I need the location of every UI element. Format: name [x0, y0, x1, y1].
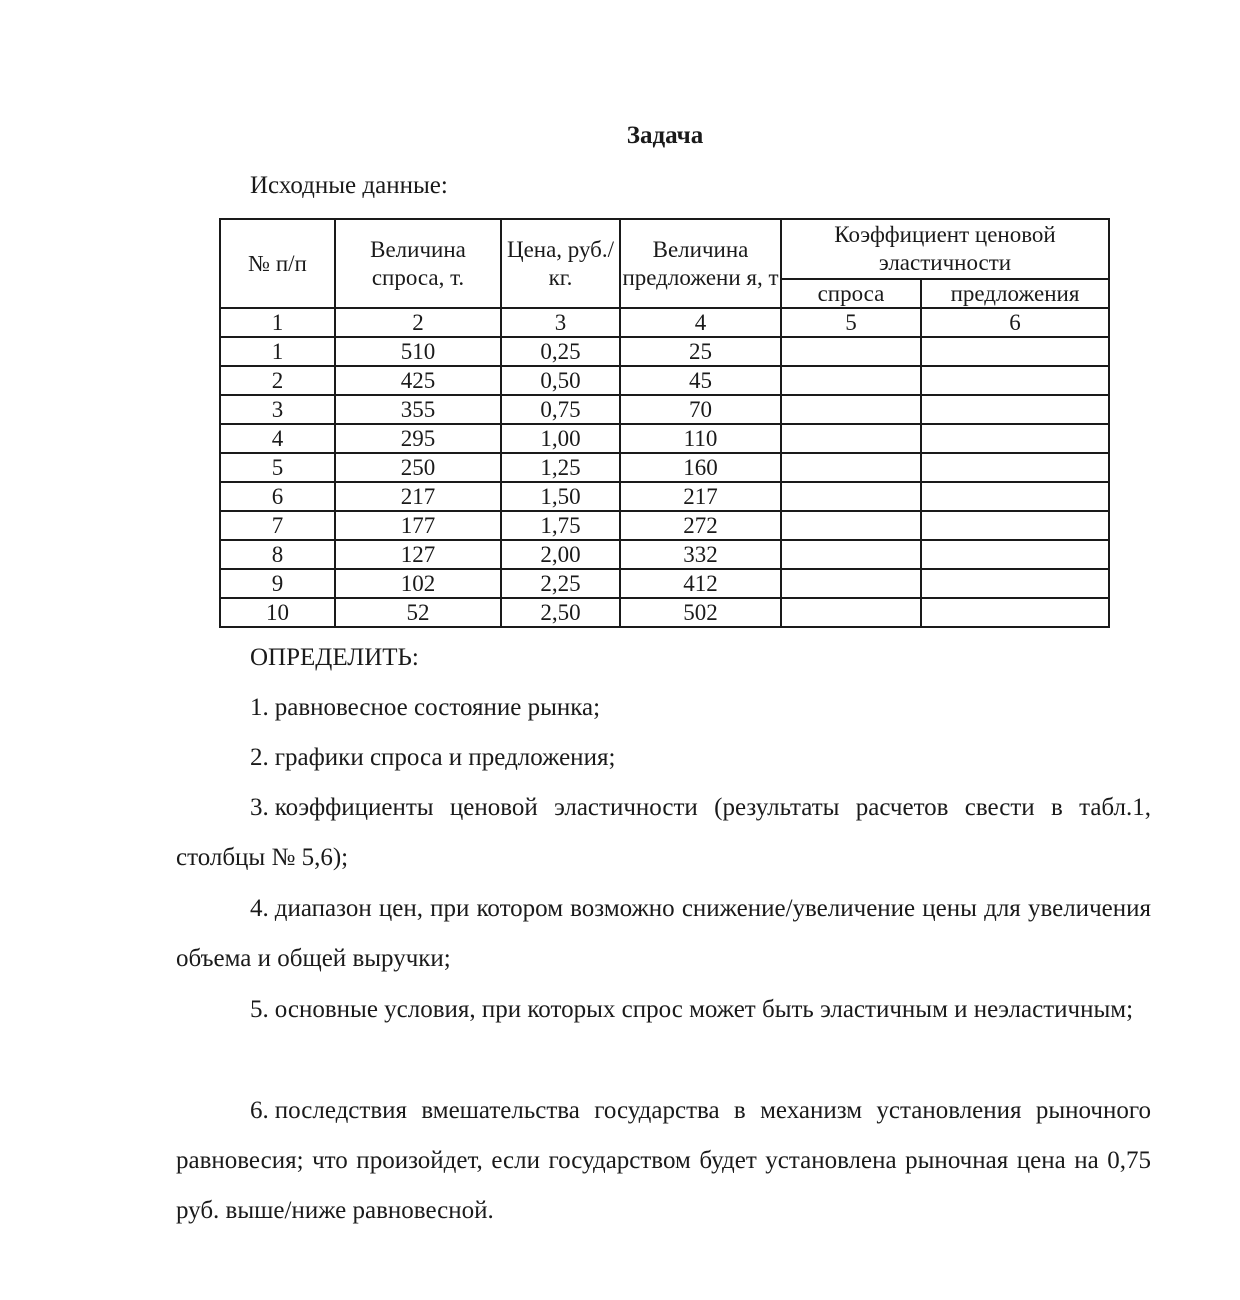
- table-row: [220, 366, 1109, 395]
- supply-cell: 272: [620, 511, 781, 540]
- price-cell: 0,50: [501, 366, 620, 395]
- price-cell: 1,75: [501, 511, 620, 540]
- price-cell: 0,75: [501, 395, 620, 424]
- task-text: последствия вмешательства государства в механизм установления рыночного равновесия; что произойдет, если государством будет установлена рыночная цена на 0,75 руб. выше/ниже равновесной.: [176, 1097, 1151, 1224]
- row-number-cell: 10: [220, 598, 335, 627]
- demand-cell: 250: [335, 453, 501, 482]
- table-row: [220, 569, 1109, 598]
- task-number: 1.: [250, 694, 269, 721]
- table-row: [220, 453, 1109, 482]
- task-text: коэффициенты ценовой эластичности (результаты расчетов свести в табл.1, столбцы № 5,6);: [176, 794, 1151, 871]
- price-cell: 1,00: [501, 424, 620, 453]
- elasticity-demand-cell: [781, 569, 921, 598]
- price-cell: 2,50: [501, 598, 620, 627]
- table-index-row: [220, 308, 1109, 337]
- row-number-cell: 1: [220, 337, 335, 366]
- task-number: 4.: [250, 895, 269, 922]
- price-cell: 1,25: [501, 453, 620, 482]
- demand-cell: 52: [335, 598, 501, 627]
- supply-cell: 412: [620, 569, 781, 598]
- demand-cell: 295: [335, 424, 501, 453]
- supply-cell: 70: [620, 395, 781, 424]
- elasticity-demand-cell: [781, 453, 921, 482]
- row-number-cell: 5: [220, 453, 335, 482]
- header-elasticity-demand: спроса: [781, 279, 921, 308]
- table-row: [220, 540, 1109, 569]
- elasticity-supply-cell: [921, 540, 1109, 569]
- demand-cell: 177: [335, 511, 501, 540]
- elasticity-supply-cell: [921, 337, 1109, 366]
- table-row: [220, 598, 1109, 627]
- row-number-cell: 8: [220, 540, 335, 569]
- tasks-heading: ОПРЕДЕЛИТЬ:: [250, 644, 419, 671]
- task-item-4: [176, 884, 1151, 984]
- table-row: [220, 511, 1109, 540]
- elasticity-supply-cell: [921, 511, 1109, 540]
- data-table: [219, 218, 1110, 628]
- task-item-5: [176, 985, 1151, 1035]
- task-number: 3.: [250, 794, 269, 821]
- supply-cell: 45: [620, 366, 781, 395]
- table-row: [220, 337, 1109, 366]
- row-number-cell: 9: [220, 569, 335, 598]
- document-title: Задача: [626, 122, 704, 149]
- row-number-cell: 4: [220, 424, 335, 453]
- price-cell: 1,50: [501, 482, 620, 511]
- elasticity-demand-cell: [781, 511, 921, 540]
- supply-cell: 217: [620, 482, 781, 511]
- elasticity-demand-cell: [781, 366, 921, 395]
- row-number-cell: 6: [220, 482, 335, 511]
- elasticity-demand-cell: [781, 395, 921, 424]
- row-number-cell: 7: [220, 511, 335, 540]
- elasticity-demand-cell: [781, 337, 921, 366]
- table-row: [220, 395, 1109, 424]
- header-price: Цена, руб./кг.: [501, 219, 620, 308]
- demand-cell: 102: [335, 569, 501, 598]
- index-cell: 5: [781, 308, 921, 337]
- supply-cell: 160: [620, 453, 781, 482]
- task-number: 6.: [250, 1097, 269, 1124]
- demand-cell: 217: [335, 482, 501, 511]
- initial-data-label: Исходные данные:: [250, 172, 448, 199]
- table-row: [220, 482, 1109, 511]
- row-number-cell: 2: [220, 366, 335, 395]
- supply-cell: 110: [620, 424, 781, 453]
- header-row-number: № п/п: [220, 219, 335, 308]
- task-text: равновесное состояние рынка;: [274, 694, 601, 721]
- price-cell: 0,25: [501, 337, 620, 366]
- supply-cell: 332: [620, 540, 781, 569]
- index-cell: 1: [220, 308, 335, 337]
- price-cell: 2,00: [501, 540, 620, 569]
- task-number: 2.: [250, 744, 269, 771]
- demand-cell: 127: [335, 540, 501, 569]
- task-text: основные условия, при которых спрос может быть эластичным и неэластичным;: [274, 996, 1134, 1023]
- elasticity-supply-cell: [921, 453, 1109, 482]
- task-text: графики спроса и предложения;: [274, 744, 616, 771]
- header-elasticity: Коэффициент ценовой эластичности: [781, 219, 1109, 279]
- elasticity-demand-cell: [781, 482, 921, 511]
- task-text: диапазон цен, при котором возможно снижение/увеличение цены для увеличения объема и общей выручки;: [176, 895, 1151, 972]
- elasticity-supply-cell: [921, 569, 1109, 598]
- demand-cell: 355: [335, 395, 501, 424]
- demand-cell: 510: [335, 337, 501, 366]
- index-cell: 4: [620, 308, 781, 337]
- task-item-6: [176, 1086, 1151, 1236]
- price-cell: 2,25: [501, 569, 620, 598]
- table-row: [220, 424, 1109, 453]
- elasticity-demand-cell: [781, 598, 921, 627]
- index-cell: 6: [921, 308, 1109, 337]
- supply-cell: 502: [620, 598, 781, 627]
- elasticity-demand-cell: [781, 424, 921, 453]
- elasticity-supply-cell: [921, 424, 1109, 453]
- demand-cell: 425: [335, 366, 501, 395]
- elasticity-supply-cell: [921, 598, 1109, 627]
- task-item-1: [176, 683, 1151, 733]
- table-header-row: [220, 219, 1109, 279]
- task-number: 5.: [250, 996, 269, 1023]
- index-cell: 3: [501, 308, 620, 337]
- header-supply: Величина предложени я, т: [620, 219, 781, 308]
- task-item-3: [176, 783, 1151, 883]
- elasticity-supply-cell: [921, 395, 1109, 424]
- elasticity-demand-cell: [781, 540, 921, 569]
- task-item-2: [176, 733, 1151, 783]
- index-cell: 2: [335, 308, 501, 337]
- header-elasticity-supply: предложения: [921, 279, 1109, 308]
- elasticity-supply-cell: [921, 366, 1109, 395]
- row-number-cell: 3: [220, 395, 335, 424]
- elasticity-supply-cell: [921, 482, 1109, 511]
- supply-cell: 25: [620, 337, 781, 366]
- header-demand: Величина спроса, т.: [335, 219, 501, 308]
